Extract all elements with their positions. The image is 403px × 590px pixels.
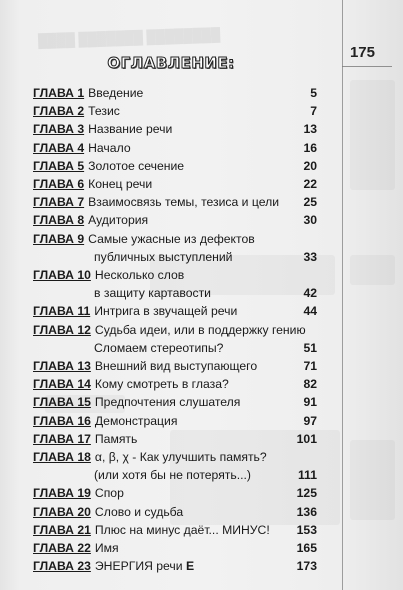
- toc-entry: [33, 448, 317, 484]
- toc-entry: [33, 175, 317, 193]
- chapter-page: 173: [296, 559, 317, 574]
- toc-row: [33, 484, 317, 502]
- toc-row: [33, 375, 317, 393]
- chapter-title: Плюс на минус даёт... МИНУС!: [94, 522, 270, 537]
- toc-entry: [33, 484, 317, 502]
- chapter-page: 5: [310, 86, 317, 100]
- toc-row: [33, 175, 317, 193]
- chapter-page: 44: [303, 304, 317, 319]
- chapter-page: 51: [303, 340, 317, 355]
- chapter-title: Золотое сечение: [88, 158, 185, 173]
- chapter-title: Аудитория: [88, 213, 149, 228]
- chapter-title: Введение: [88, 86, 144, 100]
- chapter-label: ГЛАВА 14: [33, 377, 91, 392]
- chapter-title: Взаимосвязь темы, тезиса и цели: [88, 195, 280, 210]
- chapter-label: ГЛАВА 15: [33, 395, 91, 410]
- margin-rule: [342, 0, 343, 590]
- toc-entry: [33, 302, 317, 320]
- chapter-title-continued: (или хотя бы не потерять...): [94, 468, 251, 483]
- toc-row: [33, 193, 317, 211]
- chapter-page: 7: [310, 104, 317, 119]
- toc-row: [33, 266, 317, 284]
- toc-entry: [33, 193, 317, 211]
- toc-entry: [33, 157, 317, 175]
- toc-entry: [33, 375, 317, 393]
- chapter-title: Память: [94, 431, 138, 446]
- chapter-label: ГЛАВА 12: [33, 322, 91, 337]
- chapter-title: Самые ужасные из дефектов: [88, 231, 255, 246]
- toc-entry: [33, 230, 317, 266]
- toc-row-continued: [33, 339, 317, 357]
- toc-entry: [33, 393, 317, 411]
- toc-row: [33, 412, 317, 430]
- toc-row: [33, 393, 317, 411]
- chapter-title: Спор: [94, 486, 124, 501]
- chapter-page: 125: [296, 486, 317, 501]
- chapter-label: ГЛАВА 23: [33, 559, 91, 574]
- chapter-title-text: ЭНЕРГИЯ речи: [94, 559, 183, 574]
- chapter-page: 71: [303, 359, 317, 374]
- chapter-label: ГЛАВА 22: [33, 541, 91, 556]
- toc-row-continued: [33, 248, 317, 266]
- toc-row: [33, 539, 317, 557]
- chapter-title: Имя: [94, 541, 119, 556]
- toc-entry: [33, 84, 317, 102]
- background-bleed-block: [350, 80, 395, 190]
- toc-entry: [33, 120, 317, 138]
- chapter-label: ГЛАВА 11: [33, 304, 91, 319]
- toc-row: [33, 84, 317, 102]
- toc-row: [33, 230, 317, 248]
- chapter-label: ГЛАВА 7: [33, 195, 85, 210]
- toc-row-continued: [33, 466, 317, 484]
- toc-row: [33, 102, 317, 120]
- toc-entry: [33, 266, 317, 302]
- chapter-label: ГЛАВА 6: [33, 177, 85, 192]
- chapter-title-continued: в защиту картавости: [94, 286, 211, 301]
- chapter-label: ГЛАВА 18: [33, 450, 91, 465]
- chapter-page: 153: [296, 522, 317, 537]
- toc-entry: [33, 412, 317, 430]
- chapter-page: 20: [303, 158, 317, 173]
- chapter-title: [95, 557, 291, 575]
- toc-row: [33, 157, 317, 175]
- chapter-page: 16: [303, 140, 317, 155]
- chapter-title: Название речи: [88, 122, 173, 137]
- toc-row: [33, 430, 317, 448]
- toc-entry: [33, 357, 317, 375]
- toc-entry: [33, 539, 317, 557]
- chapter-title: Несколько слов: [94, 268, 185, 283]
- chapter-page: 25: [303, 195, 317, 210]
- chapter-label: ГЛАВА 5: [33, 158, 85, 173]
- chapter-title: Слово и судьба: [94, 504, 184, 519]
- toc-title: ОГЛАВЛЕНИЕ:: [107, 54, 235, 72]
- toc-entry: [33, 430, 317, 448]
- chapter-label: ГЛАВА 8: [33, 213, 85, 228]
- toc-row: [33, 321, 317, 339]
- chapter-label: ГЛАВА 1: [33, 86, 85, 100]
- toc-entry: [33, 503, 317, 521]
- chapter-label: ГЛАВА 9: [33, 231, 85, 246]
- chapter-label: ГЛАВА 20: [33, 504, 91, 519]
- toc-row: [33, 557, 317, 575]
- toc-entry: [33, 102, 317, 120]
- chapter-page: 13: [303, 122, 317, 137]
- chapter-page: 111: [298, 468, 317, 483]
- chapter-label: ГЛАВА 3: [33, 122, 85, 137]
- chapter-page: 91: [303, 395, 317, 410]
- chapter-label: ГЛАВА 21: [33, 522, 91, 537]
- toc-row: [33, 302, 317, 320]
- chapter-label: ГЛАВА 13: [33, 359, 91, 374]
- toc-row: [33, 521, 317, 539]
- toc-entry: [33, 139, 317, 157]
- chapter-label: ГЛАВА 4: [33, 140, 85, 155]
- chapter-page: 33: [303, 249, 317, 264]
- chapter-page: 165: [296, 541, 317, 556]
- chapter-page: 97: [303, 413, 317, 428]
- chapter-title-continued: Сломаем стереотипы?: [94, 340, 224, 355]
- chapter-title-suffix: Е: [185, 559, 195, 574]
- toc-row: [33, 120, 317, 138]
- chapter-page: 101: [296, 431, 317, 446]
- chapter-title: Начало: [88, 140, 131, 155]
- chapter-title: Конец речи: [88, 177, 153, 192]
- background-bleed-text: ████ ███████ ████████: [37, 26, 221, 49]
- chapter-label: ГЛАВА 10: [33, 268, 91, 283]
- chapter-label: ГЛАВА 2: [33, 104, 85, 119]
- toc-row: [33, 448, 317, 466]
- toc-list: [33, 84, 317, 575]
- chapter-page: 82: [303, 377, 317, 392]
- toc-entry: [33, 321, 317, 357]
- chapter-title: Кому смотреть в глаза?: [94, 377, 229, 392]
- chapter-title-continued: публичных выступлений: [94, 249, 233, 264]
- chapter-page: 42: [303, 286, 317, 301]
- chapter-title: Тезис: [88, 104, 120, 119]
- background-bleed-block: [350, 440, 395, 520]
- chapter-title: α, β, χ - Как улучшить память?: [94, 450, 267, 465]
- chapter-page: 22: [303, 177, 317, 192]
- chapter-title: Предпочтения слушателя: [94, 395, 241, 410]
- chapter-title: Интрига в звучащей речи: [94, 304, 238, 319]
- chapter-title: Внешний вид выступающего: [94, 359, 258, 374]
- chapter-label: ГЛАВА 17: [33, 431, 91, 446]
- chapter-label: ГЛАВА 19: [33, 486, 91, 501]
- toc-row-continued: [33, 284, 317, 302]
- chapter-page: 30: [303, 213, 317, 228]
- chapter-title: Демонстрация: [94, 413, 178, 428]
- background-bleed-block: [350, 255, 395, 285]
- toc-entry: [33, 211, 317, 229]
- page-number: 175: [349, 44, 375, 61]
- toc-row: [33, 139, 317, 157]
- chapter-title: Судьба идеи, или в поддержку гению: [94, 322, 306, 337]
- toc-row: [33, 211, 317, 229]
- chapter-page: 136: [296, 504, 317, 519]
- chapter-label: ГЛАВА 16: [33, 413, 91, 428]
- page-number-rule: [342, 66, 392, 67]
- toc-entry: [33, 521, 317, 539]
- toc-row: [33, 503, 317, 521]
- toc-entry: [33, 557, 317, 575]
- toc-row: [33, 357, 317, 375]
